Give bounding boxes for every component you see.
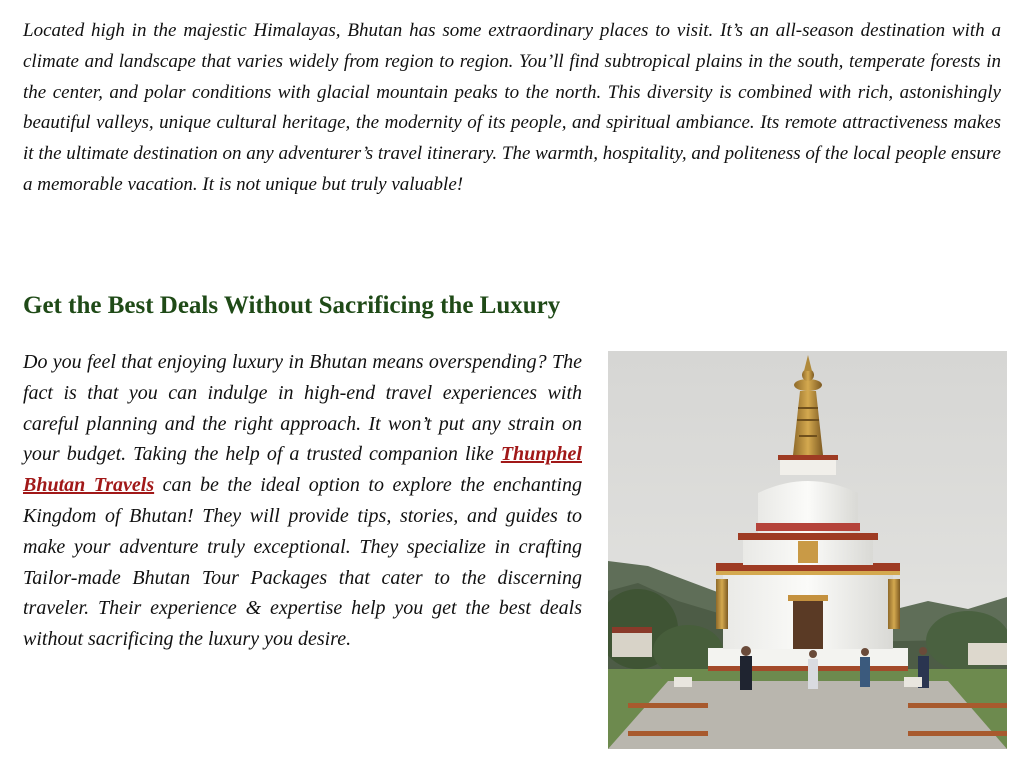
memorial-chorten-photo (608, 351, 1007, 749)
paragraph-text-start: Do you feel that enjoying luxury in Bhutan means overspending? The fact is that you can indulge in high-end travel experiences with careful planning and the right approach. It won’t put any strain on your budget. Taking the help of a trusted companion like (23, 351, 582, 466)
intro-paragraph: Located high in the majestic Himalayas, Bhutan has some extraordinary places to visit. It’s an all-season destination with a climate and landscape that varies widely from region to region. You’ll find subtropical plains in the south, temperate forests in the center, and polar conditions with glacial mountain peaks to the north. This diversity is combined with rich, astonishingly beautiful valleys, unique cultural heritage, the modernity of its people, and spiritual ambiance. Its remote attractiveness makes it the ultimate destination on any adventurer’s travel itinerary. The warmth, hospitality, and politeness of the local people ensure a memorable vacation. It is not unique but truly valuable! (23, 20, 1001, 195)
section-paragraph (23, 347, 582, 655)
paragraph-text-end: can be the ideal option to explore the enchanting Kingdom of Bhutan! They will provide tips, stories, and guides to make your adventure truly exceptional. They specialize in crafting Tailor-made Bhutan Tour Packages that cater to the discerning traveler. Their experience & expertise help you get the best deals without sacrificing the luxury you desire. (23, 474, 582, 651)
thunphel-bhutan-travels-link[interactable]: Thunphel Bhutan Travels (23, 443, 582, 497)
section-heading: Get the Best Deals Without Sacrificing the Luxury (23, 292, 561, 319)
